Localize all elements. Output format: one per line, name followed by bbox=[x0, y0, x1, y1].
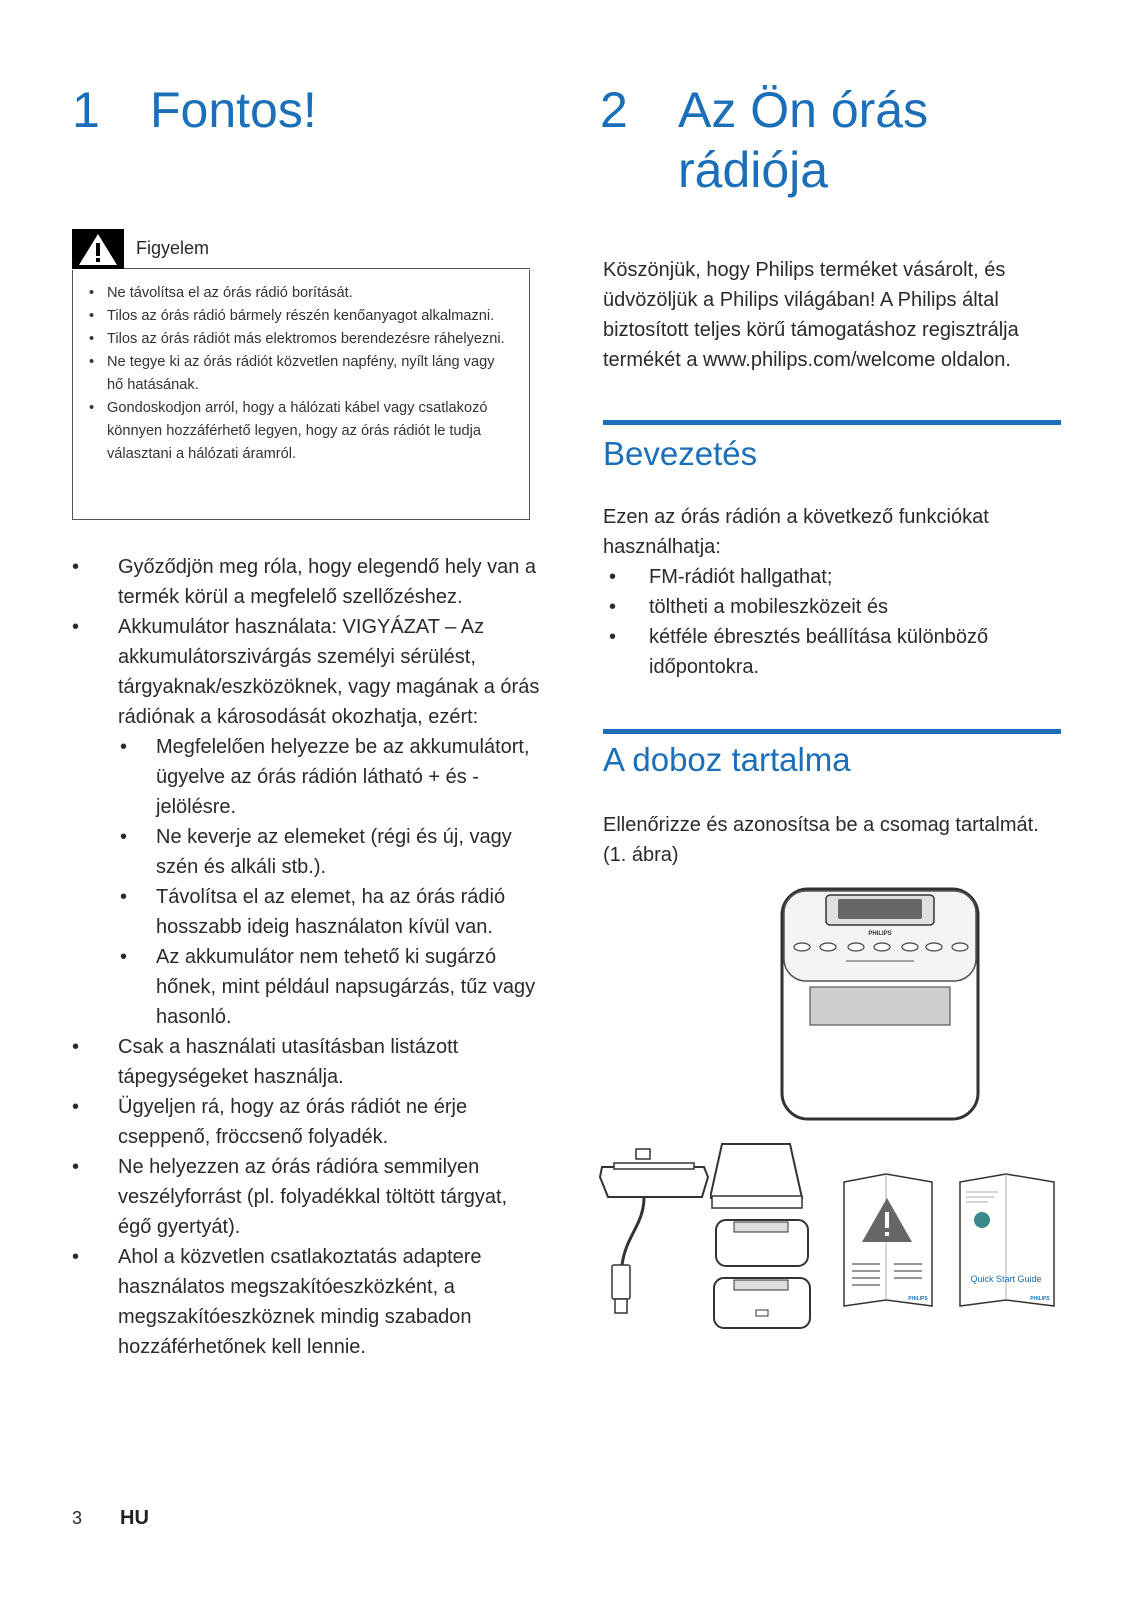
safety-item: • Ügyeljen rá, hogy az órás rádiót ne érje cseppenő, fröccsenő folyadék. bbox=[72, 1092, 542, 1152]
warning-item: • Ne távolítsa el az órás rádió borítását. bbox=[87, 282, 509, 305]
battery-item: • Ne keverje az elemeket (régi és új, vagy szén és alkáli stb.). bbox=[118, 822, 542, 882]
warning-box bbox=[72, 270, 530, 520]
safety-item-battery bbox=[72, 612, 542, 1032]
feature-item: • FM-rádiót hallgathat; bbox=[603, 562, 1063, 592]
section-heading-important bbox=[72, 80, 317, 140]
clock-radio-illustration bbox=[770, 885, 990, 1125]
warning-icon bbox=[72, 229, 124, 269]
warning-header bbox=[72, 229, 532, 269]
safety-item: • Ahol a közvetlen csatlakoztatás adaptere használatos megszakítóeszközként, a megszakítóeszköznek mindig szabadon hozzáférhetőnek kell lennie. bbox=[72, 1242, 542, 1362]
leaflet-brand-label: PHILIPS bbox=[908, 1296, 928, 1302]
heading-line2: rádiója bbox=[678, 142, 829, 198]
language-code: HU bbox=[120, 1507, 149, 1529]
box-contents-text: Ellenőrizze és azonosítsa be a csomag tartalmát. (1. ábra) bbox=[603, 814, 1039, 866]
warning-item: • Tilos az órás rádiót más elektromos berendezésre ráhelyezni. bbox=[87, 328, 509, 351]
quick-start-guide-illustration bbox=[958, 1172, 1058, 1312]
guide-title-label: Quick Start Guide bbox=[970, 1274, 1042, 1284]
feature-item: • töltheti a mobileszközeit és bbox=[603, 592, 1063, 622]
device-brand-label: PHILIPS bbox=[868, 931, 892, 937]
heading-line1: Az Ön órás bbox=[678, 82, 929, 138]
page-number: 3 bbox=[72, 1508, 83, 1528]
intro-features-text: Ezen az órás rádión a következő funkciókat használhatja: bbox=[603, 506, 989, 558]
warning-divider bbox=[124, 268, 530, 269]
intro-paragraph: Köszönjük, hogy Philips terméket vásárolt, és üdvözöljük a Philips világában! A Philips által biztosított teljes körű támogatáshoz regisztrálja termékét a www.philips.com/welcome oldalon. bbox=[603, 259, 1019, 371]
feature-item: • kétféle ébresztés beállítása különböző időpontokra. bbox=[603, 622, 1063, 682]
battery-sublist bbox=[118, 732, 542, 1032]
warning-label: Figyelem bbox=[136, 238, 210, 258]
heading-number: 2 bbox=[600, 82, 628, 138]
heading-number: 1 bbox=[72, 82, 100, 138]
safety-leaflet-illustration bbox=[842, 1172, 934, 1312]
safety-item-text: Akkumulátor használata: VIGYÁZAT – Az akkumulátorszivárgás személyi sérülést, tárgyaknak/eszközöknek, vagy magának a órás rádiónak a károsodását okozhatja, ezért: bbox=[118, 616, 540, 728]
section-title-intro: Bevezetés bbox=[603, 435, 758, 472]
safety-item: • Győződjön meg róla, hogy elegendő hely van a termék körül a megfelelő szellőzéshez. bbox=[72, 552, 542, 612]
warning-item: • Gondoskodjon arról, hogy a hálózati kábel vagy csatlakozó könnyen hozzáférhető legyen, hogy az órás rádiót le tudja választani a hálózati áramról. bbox=[87, 397, 509, 466]
warning-item: • Ne tegye ki az órás rádiót közvetlen napfény, nyílt láng vagy hő hatásának. bbox=[87, 351, 509, 397]
battery-item: • Távolítsa el az elemet, ha az órás rádió hosszabb ideig használaton kívül van. bbox=[118, 882, 542, 942]
warning-list bbox=[73, 270, 529, 466]
dock-inserts-illustration bbox=[710, 1140, 820, 1335]
adapter-cable-illustration bbox=[596, 1145, 716, 1320]
features-list bbox=[603, 562, 1063, 682]
section-heading-radio bbox=[600, 80, 1060, 200]
section-rule bbox=[603, 729, 1061, 734]
safety-item: • Ne helyezzen az órás rádióra semmilyen veszélyforrást (pl. folyadékkal töltött tárgyat, égő gyertyát). bbox=[72, 1152, 542, 1242]
battery-item: • Megfelelően helyezze be az akkumulátort, ügyelve az órás rádión látható + és - jelölésre. bbox=[118, 732, 542, 822]
section-title-box-contents: A doboz tartalma bbox=[603, 741, 851, 778]
warning-item: • Tilos az órás rádió bármely részén kenőanyagot alkalmazni. bbox=[87, 305, 509, 328]
guide-brand-label: PHILIPS bbox=[1030, 1296, 1050, 1302]
heading-text: Fontos! bbox=[150, 82, 317, 138]
safety-list bbox=[72, 552, 542, 1362]
safety-item: • Csak a használati utasításban listázott tápegységeket használja. bbox=[72, 1032, 542, 1092]
battery-item: • Az akkumulátor nem tehető ki sugárzó hőnek, mint például napsugárzás, tűz vagy hasonló. bbox=[118, 942, 542, 1032]
section-rule bbox=[603, 420, 1061, 425]
